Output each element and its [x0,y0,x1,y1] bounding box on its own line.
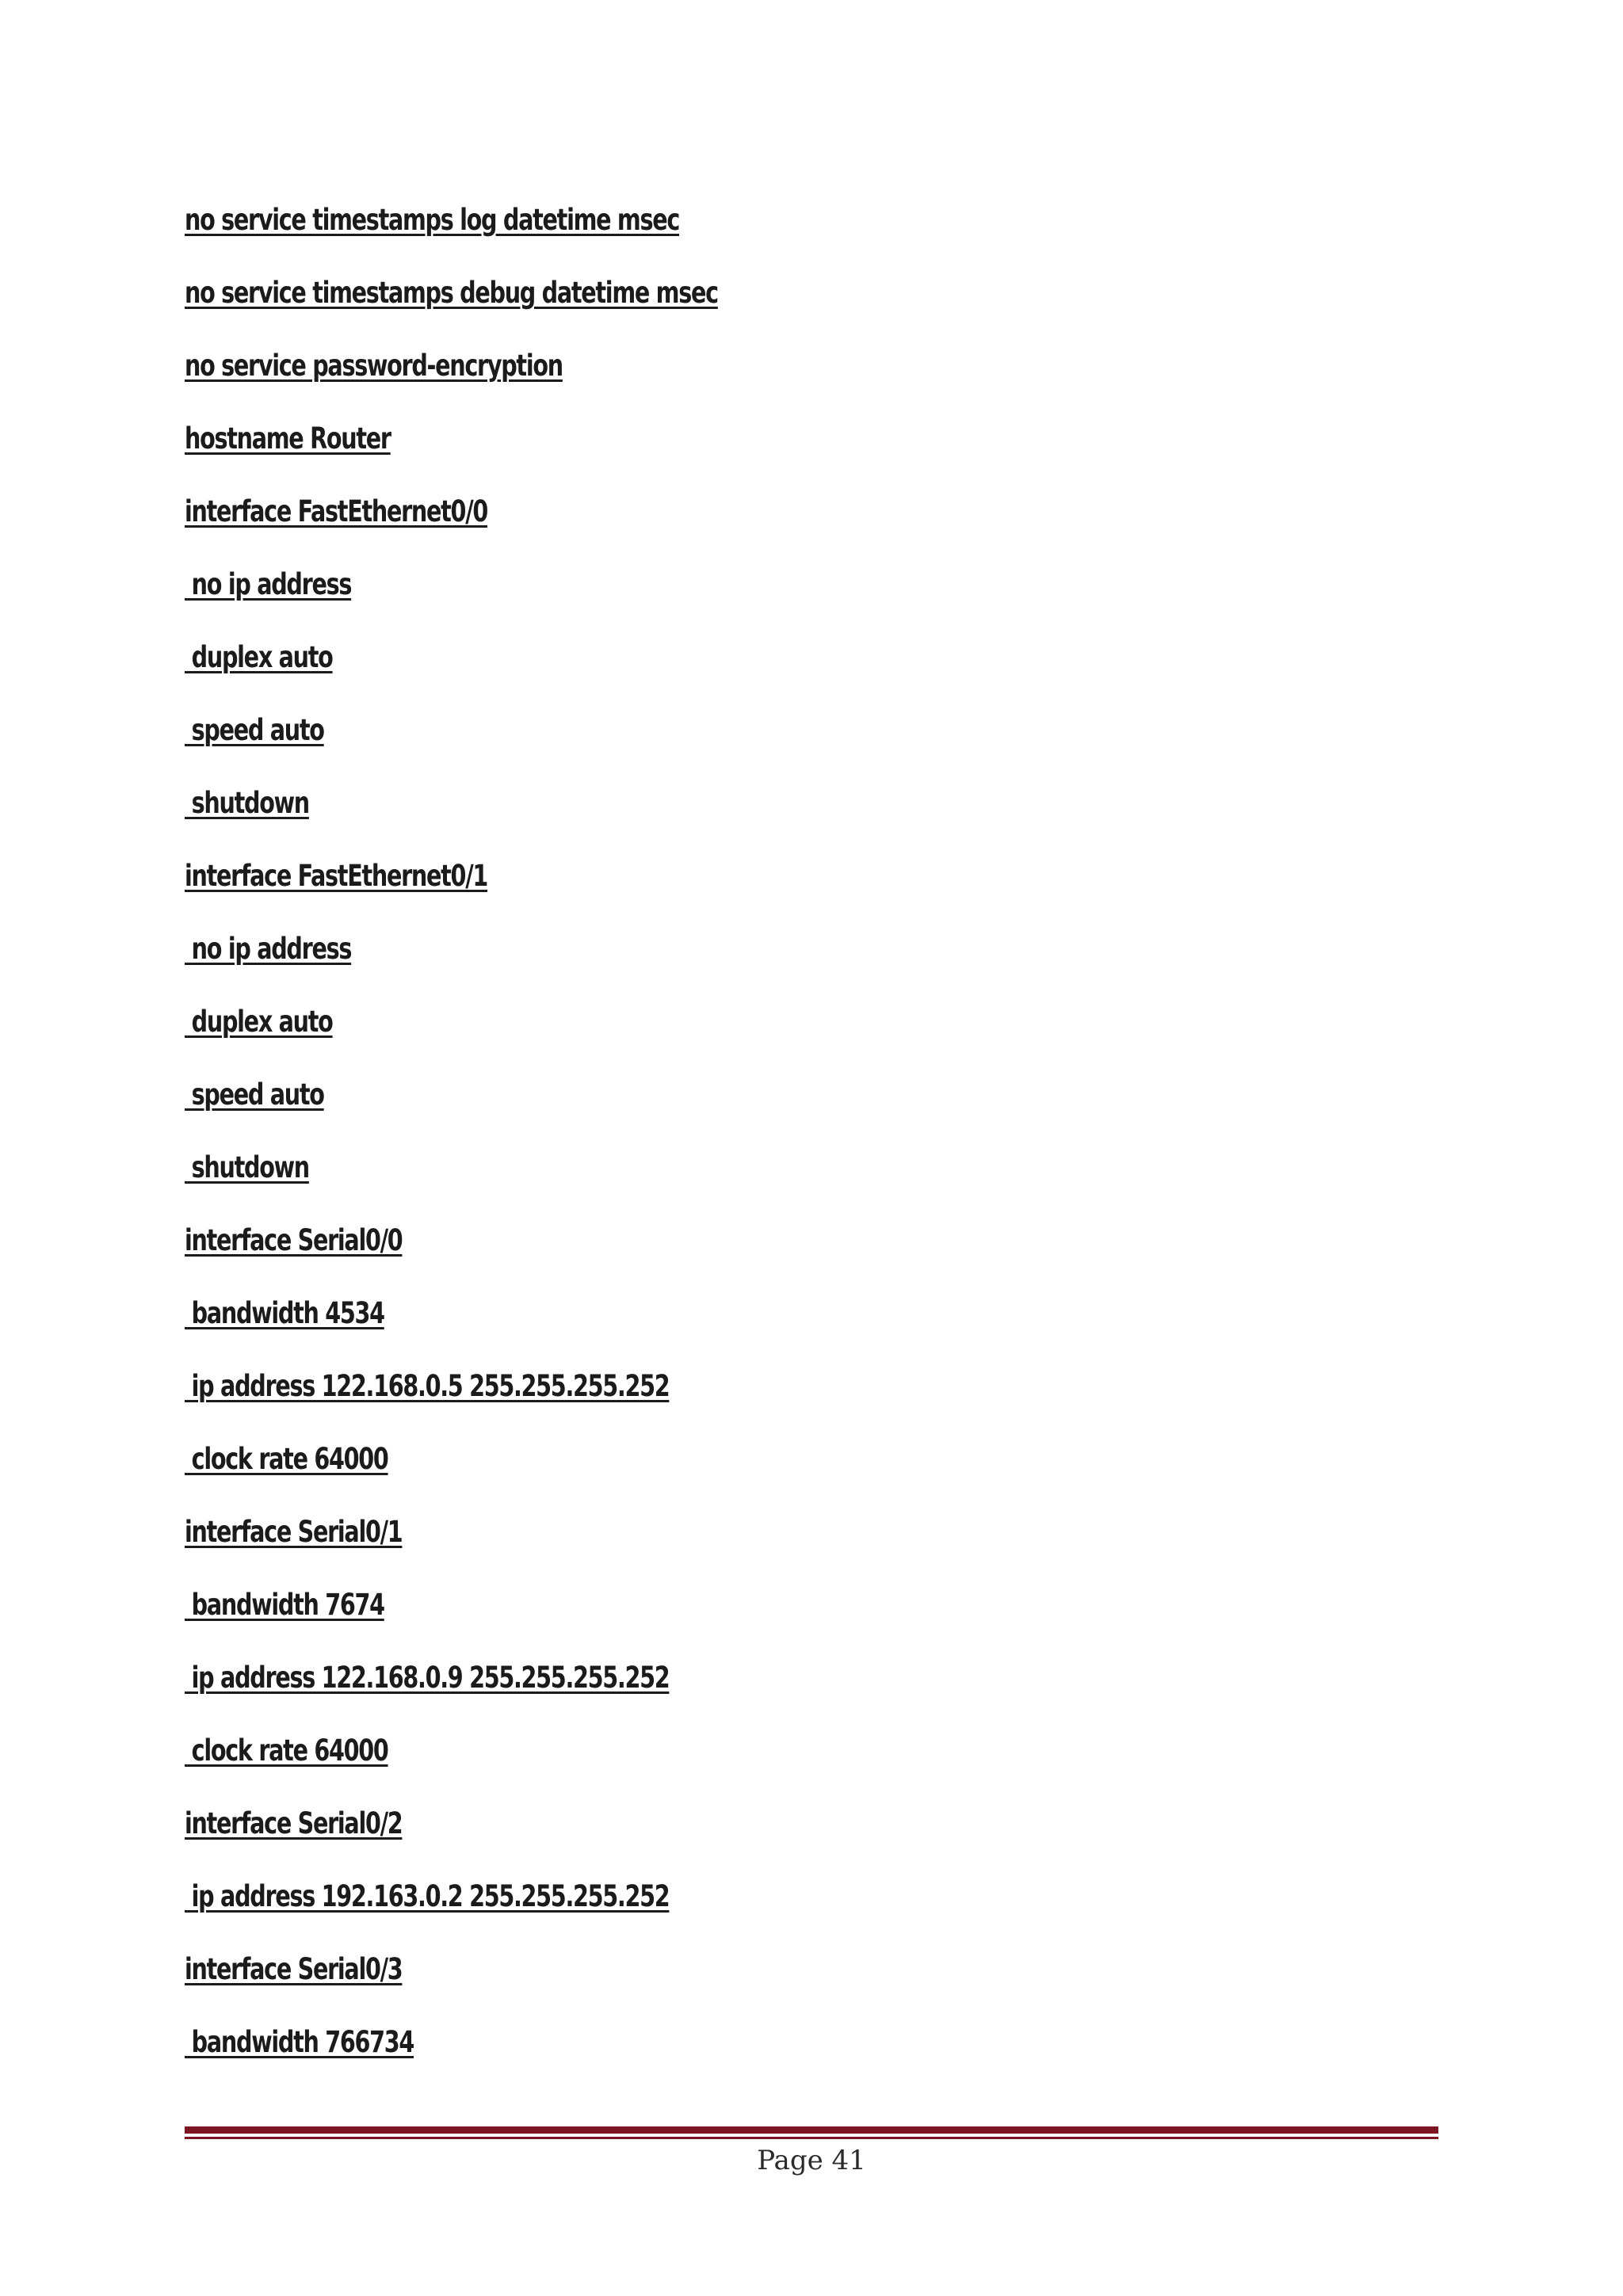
config-line: interface Serial0/3 [185,1952,403,1986]
config-line: interface Serial0/2 [185,1806,403,1840]
footer-divider-thin [185,2137,1438,2139]
config-line: no service password-encryption [185,349,563,383]
config-line: no ip address [185,932,352,966]
config-line: interface FastEthernet0/1 [185,859,487,893]
config-line: speed auto [185,1077,324,1112]
config-line: interface Serial0/1 [185,1515,403,1549]
config-line: ip address 192.163.0.2 255.255.255.252 [185,1879,670,1913]
config-line: hostname Router [185,421,391,456]
config-line: duplex auto [185,1005,333,1039]
config-line: ip address 122.168.0.9 255.255.255.252 [185,1661,670,1695]
config-line: bandwidth 4534 [185,1296,384,1330]
config-line: no service timestamps log datetime msec [185,203,680,237]
config-line: clock rate 64000 [185,1733,388,1768]
config-line: interface Serial0/0 [185,1223,403,1257]
config-line: no ip address [185,567,352,601]
config-line: speed auto [185,713,324,747]
router-config-listing [185,195,1453,2090]
config-line: shutdown [185,786,309,820]
config-line: duplex auto [185,640,333,674]
page-number: Page 41 [757,2145,866,2176]
config-line: clock rate 64000 [185,1442,388,1476]
config-line: shutdown [185,1150,309,1184]
config-line: bandwidth 766734 [185,2025,414,2059]
config-line: ip address 122.168.0.5 255.255.255.252 [185,1369,670,1403]
config-line: no service timestamps debug datetime msec [185,276,718,310]
footer-divider [185,2126,1438,2134]
config-line: interface FastEthernet0/0 [185,494,487,528]
config-line: bandwidth 7674 [185,1588,384,1622]
